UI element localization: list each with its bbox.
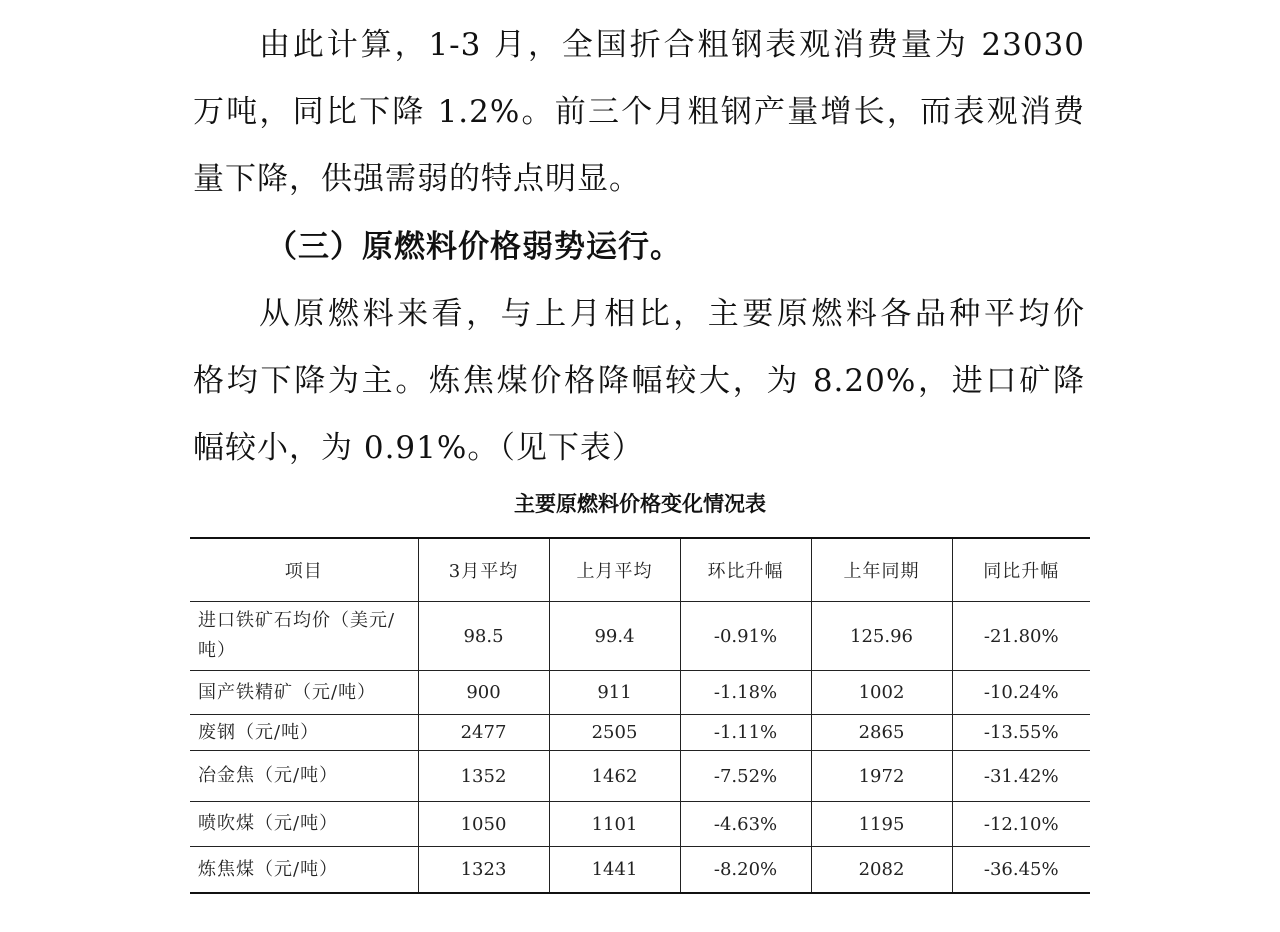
table-cell: 98.5 (418, 602, 549, 671)
table-cell: -1.18% (680, 671, 811, 715)
section-heading: （三）原燃料价格弱势运行。 (266, 229, 682, 265)
paragraph-line: 由此计算，1-3 月，全国折合粗钢表观消费量为 23030 (259, 27, 1085, 63)
table-cell: -0.91% (680, 602, 811, 671)
table-cell: 911 (549, 671, 680, 715)
table-cell: -4.63% (680, 802, 811, 847)
table-row (190, 847, 1090, 894)
table-cell: -21.80% (952, 602, 1090, 671)
table-cell: -8.20% (680, 847, 811, 894)
table-cell: 125.96 (811, 602, 952, 671)
paragraph-line: 格均下降为主。炼焦煤价格降幅较大，为 8.20%，进口矿降 (193, 363, 1085, 399)
table-cell: -7.52% (680, 751, 811, 802)
table-cell: -12.10% (952, 802, 1090, 847)
table-row (190, 802, 1090, 847)
paragraph-consumption (193, 12, 1085, 213)
table-cell: 1101 (549, 802, 680, 847)
table-cell: -1.11% (680, 715, 811, 751)
table-cell: 1050 (418, 802, 549, 847)
table-cell-item: 炼焦煤（元/吨） (190, 847, 418, 894)
column-header-last-year-same-period: 上年同期 (811, 538, 952, 602)
paragraph-line: 万吨，同比下降 1.2%。前三个月粗钢产量增长，而表观消费 (193, 94, 1085, 130)
table-row (190, 671, 1090, 715)
table-cell: 99.4 (549, 602, 680, 671)
column-header-yoy-change: 同比升幅 (952, 538, 1090, 602)
table-cell: 2082 (811, 847, 952, 894)
table-row (190, 751, 1090, 802)
table-row (190, 602, 1090, 671)
table-cell-item: 冶金焦（元/吨） (190, 751, 418, 802)
table-cell: 900 (418, 671, 549, 715)
table-cell: 1195 (811, 802, 952, 847)
table-cell: 1441 (549, 847, 680, 894)
table-cell: -13.55% (952, 715, 1090, 751)
paragraph-line: 从原燃料来看，与上月相比，主要原燃料各品种平均价 (259, 296, 1085, 332)
paragraph-line: 幅较小，为 0.91%。（见下表） (193, 430, 644, 466)
price-change-table (190, 537, 1090, 894)
table-title: 主要原燃料价格变化情况表 (514, 492, 766, 516)
table-cell: 1462 (549, 751, 680, 802)
table-cell-item: 喷吹煤（元/吨） (190, 802, 418, 847)
table-cell-item: 废钢（元/吨） (190, 715, 418, 751)
table-cell: -31.42% (952, 751, 1090, 802)
table-cell-item: 国产铁精矿（元/吨） (190, 671, 418, 715)
table-header-row (190, 538, 1090, 602)
table-cell: 2477 (418, 715, 549, 751)
column-header-last-month-avg: 上月平均 (549, 538, 680, 602)
column-header-item: 项目 (190, 538, 418, 602)
table-cell: 1002 (811, 671, 952, 715)
column-header-mom-change: 环比升幅 (680, 538, 811, 602)
table-cell: 1323 (418, 847, 549, 894)
column-header-march-avg: 3月平均 (418, 538, 549, 602)
table-cell: 1352 (418, 751, 549, 802)
paragraph-raw-materials (193, 281, 1085, 482)
table-cell: 2505 (549, 715, 680, 751)
table-row (190, 715, 1090, 751)
table-cell: 2865 (811, 715, 952, 751)
paragraph-line: 量下降，供强需弱的特点明显。 (193, 161, 641, 197)
table-cell: 1972 (811, 751, 952, 802)
table-cell: -10.24% (952, 671, 1090, 715)
table-cell-item: 进口铁矿石均价（美元/吨） (190, 602, 418, 671)
table-cell: -36.45% (952, 847, 1090, 894)
